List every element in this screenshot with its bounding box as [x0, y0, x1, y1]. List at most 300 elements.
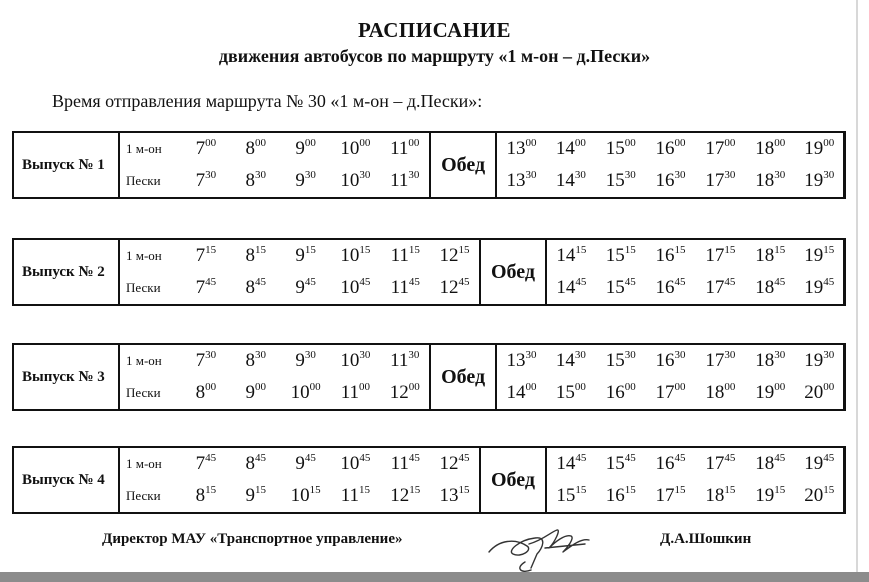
departure-time [181, 447, 231, 480]
time-hour: 18 [705, 382, 725, 403]
departure-time [496, 377, 546, 410]
departure-time [646, 447, 696, 480]
time-minutes: 45 [624, 452, 636, 464]
time-hour: 17 [705, 245, 725, 266]
time-hour: 15 [605, 170, 625, 191]
document-subtitle: движения автобусов по маршруту «1 м-он – д.Пески» [218, 46, 651, 66]
departure-time [745, 344, 795, 377]
time-hour: 8 [245, 138, 255, 159]
departure-time [231, 377, 281, 410]
time-minutes: 45 [304, 276, 316, 288]
time-minutes: 30 [674, 169, 686, 181]
schedule-table [12, 238, 846, 306]
time-minutes: 00 [674, 381, 686, 393]
departure-time [795, 344, 845, 377]
time-hour: 16 [655, 350, 675, 371]
time-hour: 15 [605, 350, 625, 371]
departure-time [380, 344, 430, 377]
departure-time [695, 272, 745, 305]
time-minutes: 45 [254, 276, 266, 288]
time-minutes: 45 [823, 452, 835, 464]
time-minutes: 15 [408, 244, 420, 256]
time-hour: 15 [605, 453, 625, 474]
time-minutes: 45 [304, 452, 316, 464]
signature [485, 518, 615, 576]
departure-time [281, 132, 331, 165]
time-minutes: 15 [254, 244, 266, 256]
departure-time [380, 272, 430, 305]
time-hour: 15 [555, 382, 575, 403]
direction-label: Пески [126, 488, 161, 503]
time-minutes: 00 [674, 137, 686, 149]
time-hour: 16 [605, 485, 625, 506]
departure-time [231, 165, 281, 198]
schedule-row [13, 132, 845, 165]
departure-time [546, 165, 596, 198]
departure-time [695, 447, 745, 480]
schedule-row [13, 377, 845, 410]
departure-time [745, 132, 795, 165]
departure-time [281, 344, 331, 377]
departure-time [546, 377, 596, 410]
time-hour: 19 [804, 277, 824, 298]
time-hour: 13 [506, 138, 526, 159]
time-minutes: 15 [724, 484, 736, 496]
shift-label: Выпуск № 2 [13, 239, 119, 305]
departure-time [596, 480, 646, 513]
time-hour: 11 [390, 245, 409, 266]
time-minutes: 45 [254, 452, 266, 464]
lunch-break: Обед [480, 239, 546, 305]
time-minutes: 00 [359, 137, 371, 149]
departure-time [281, 272, 331, 305]
departure-time [795, 272, 845, 305]
time-minutes: 00 [774, 137, 786, 149]
time-hour: 15 [605, 245, 625, 266]
time-minutes: 00 [309, 381, 321, 393]
time-minutes: 00 [359, 381, 371, 393]
time-hour: 7 [195, 138, 206, 159]
departure-time [496, 165, 546, 198]
departure-time [231, 239, 281, 272]
time-hour: 11 [390, 170, 409, 191]
time-hour: 10 [340, 453, 360, 474]
time-minutes: 30 [724, 169, 736, 181]
time-minutes: 45 [408, 452, 420, 464]
time-hour: 16 [655, 453, 675, 474]
time-minutes: 00 [823, 137, 835, 149]
time-minutes: 15 [359, 244, 371, 256]
time-hour: 8 [195, 485, 206, 506]
lunch-break: Обед [430, 132, 496, 198]
time-minutes: 30 [254, 169, 266, 181]
departure-time [380, 447, 430, 480]
departure-time [496, 132, 546, 165]
time-hour: 18 [755, 170, 775, 191]
time-minutes: 00 [624, 381, 636, 393]
time-hour: 18 [705, 485, 725, 506]
time-hour: 14 [556, 277, 576, 298]
departure-time [281, 447, 331, 480]
departure-time [281, 377, 331, 410]
direction-label: Пески [126, 280, 161, 295]
departure-time [745, 165, 795, 198]
departure-time [795, 165, 845, 198]
time-minutes: 00 [205, 381, 217, 393]
departure-time [596, 165, 646, 198]
time-minutes: 00 [304, 137, 316, 149]
time-minutes: 00 [408, 137, 420, 149]
time-hour: 13 [506, 350, 526, 371]
departure-time [181, 272, 231, 305]
time-hour: 20 [804, 485, 824, 506]
time-hour: 9 [295, 277, 305, 298]
time-minutes: 45 [624, 276, 636, 288]
schedule-row [13, 480, 845, 513]
departure-time [546, 447, 596, 480]
direction-label: 1 м-он [126, 456, 162, 471]
time-minutes: 00 [624, 137, 636, 149]
time-hour: 14 [555, 138, 575, 159]
departure-time [795, 377, 845, 410]
time-hour: 14 [555, 350, 575, 371]
time-minutes: 30 [624, 169, 636, 181]
departure-time [330, 377, 380, 410]
time-minutes: 45 [205, 452, 217, 464]
time-minutes: 30 [774, 169, 786, 181]
time-minutes: 45 [575, 452, 587, 464]
time-minutes: 15 [359, 484, 371, 496]
time-hour: 13 [506, 170, 526, 191]
time-hour: 18 [755, 453, 775, 474]
departure-time [330, 132, 380, 165]
time-hour: 19 [804, 170, 824, 191]
time-hour: 9 [295, 245, 305, 266]
time-minutes: 00 [574, 381, 586, 393]
departure-time [496, 344, 546, 377]
time-minutes: 30 [674, 349, 686, 361]
departure-time [646, 272, 696, 305]
time-hour: 14 [555, 170, 575, 191]
departure-time [695, 480, 745, 513]
departure-time [745, 272, 795, 305]
direction-label: 1 м-он [126, 248, 162, 263]
departure-time [231, 344, 281, 377]
time-minutes: 45 [575, 276, 587, 288]
time-hour: 14 [556, 245, 576, 266]
time-minutes: 00 [724, 137, 736, 149]
time-minutes: 15 [724, 244, 736, 256]
time-minutes: 30 [574, 349, 586, 361]
time-minutes: 00 [525, 381, 537, 393]
departure-time [281, 165, 331, 198]
time-hour: 7 [195, 245, 206, 266]
departure-time [231, 272, 281, 305]
departure-time [281, 239, 331, 272]
departure-time [430, 447, 480, 480]
time-minutes: 30 [304, 349, 316, 361]
time-hour: 14 [556, 453, 576, 474]
time-hour: 18 [755, 245, 775, 266]
time-minutes: 30 [823, 349, 835, 361]
time-minutes: 45 [205, 276, 217, 288]
time-hour: 8 [245, 453, 255, 474]
schedule-row [13, 272, 845, 305]
departure-time [231, 447, 281, 480]
departure-time [596, 132, 646, 165]
time-minutes: 45 [458, 276, 470, 288]
departure-time [745, 480, 795, 513]
schedule-table [12, 131, 846, 199]
time-minutes: 15 [823, 484, 835, 496]
time-hour: 18 [755, 277, 775, 298]
schedule-block-3 [12, 343, 844, 411]
time-hour: 8 [195, 382, 206, 403]
time-minutes: 15 [205, 244, 217, 256]
time-hour: 17 [705, 138, 725, 159]
departure-time [695, 239, 745, 272]
time-minutes: 15 [774, 484, 786, 496]
time-hour: 11 [390, 277, 409, 298]
time-minutes: 30 [408, 349, 420, 361]
departure-time [646, 239, 696, 272]
time-hour: 9 [295, 138, 305, 159]
time-minutes: 45 [674, 276, 686, 288]
time-minutes: 45 [724, 452, 736, 464]
time-hour: 16 [655, 170, 675, 191]
departure-time [380, 480, 430, 513]
lunch-break: Обед [430, 344, 496, 410]
time-hour: 14 [506, 382, 526, 403]
schedule-table [12, 343, 846, 411]
departure-time [795, 239, 845, 272]
time-hour: 9 [295, 350, 305, 371]
time-hour: 8 [245, 277, 255, 298]
time-minutes: 45 [458, 452, 470, 464]
scan-bottom-bar [0, 572, 869, 582]
time-hour: 19 [755, 485, 775, 506]
time-hour: 15 [605, 138, 625, 159]
direction-label: Пески [126, 173, 161, 188]
departure-time [646, 480, 696, 513]
departure-time [596, 272, 646, 305]
departure-time [430, 272, 480, 305]
departure-time [181, 377, 231, 410]
departure-time [380, 165, 430, 198]
time-minutes: 30 [574, 169, 586, 181]
time-minutes: 30 [408, 169, 420, 181]
time-minutes: 30 [774, 349, 786, 361]
departure-time [330, 272, 380, 305]
time-hour: 11 [390, 350, 409, 371]
departure-time [430, 480, 480, 513]
time-minutes: 15 [304, 244, 316, 256]
time-hour: 15 [556, 485, 576, 506]
departure-time [546, 272, 596, 305]
time-minutes: 30 [205, 169, 217, 181]
schedule-row [13, 447, 845, 480]
time-hour: 10 [340, 350, 360, 371]
time-hour: 19 [804, 138, 824, 159]
schedule-row [13, 165, 845, 198]
lunch-break: Обед [480, 447, 546, 513]
time-hour: 7 [195, 277, 206, 298]
time-hour: 11 [390, 453, 409, 474]
time-hour: 11 [340, 382, 360, 403]
departure-time [330, 480, 380, 513]
departure-time [330, 239, 380, 272]
time-minutes: 30 [724, 349, 736, 361]
time-hour: 11 [340, 485, 360, 506]
director-position: Директор МАУ «Транспортное управление» [102, 531, 403, 547]
departure-time [546, 239, 596, 272]
time-hour: 13 [439, 485, 459, 506]
schedule-block-4 [12, 446, 844, 514]
direction-label: Пески [126, 385, 161, 400]
departure-time [181, 480, 231, 513]
time-minutes: 00 [774, 381, 786, 393]
departure-time [380, 132, 430, 165]
schedule-block-2 [12, 238, 844, 306]
time-minutes: 15 [409, 484, 421, 496]
time-hour: 12 [439, 245, 459, 266]
director-name: Д.А.Шошкин [660, 531, 752, 547]
time-hour: 10 [340, 245, 360, 266]
schedule-table [12, 446, 846, 514]
time-hour: 18 [755, 138, 775, 159]
time-minutes: 00 [254, 137, 266, 149]
time-hour: 9 [295, 170, 305, 191]
departure-time [231, 132, 281, 165]
schedule-block-1 [12, 131, 844, 199]
time-minutes: 15 [254, 484, 266, 496]
time-minutes: 15 [575, 484, 587, 496]
time-hour: 8 [245, 350, 255, 371]
departure-time [181, 344, 231, 377]
direction-label: 1 м-он [126, 141, 162, 156]
time-hour: 17 [705, 170, 725, 191]
departure-time [380, 377, 430, 410]
departure-time [695, 132, 745, 165]
departure-time [546, 480, 596, 513]
time-hour: 16 [655, 245, 675, 266]
time-hour: 7 [195, 350, 206, 371]
shift-label: Выпуск № 3 [13, 344, 119, 410]
departure-time [596, 377, 646, 410]
departure-time [795, 480, 845, 513]
time-minutes: 45 [359, 452, 371, 464]
time-hour: 12 [390, 485, 410, 506]
time-minutes: 30 [823, 169, 835, 181]
time-hour: 7 [195, 170, 206, 191]
time-minutes: 00 [574, 137, 586, 149]
departure-time [181, 239, 231, 272]
departure-time [330, 165, 380, 198]
time-minutes: 30 [359, 169, 371, 181]
departure-time [231, 480, 281, 513]
schedule-row [13, 239, 845, 272]
time-hour: 12 [439, 453, 459, 474]
departure-time [596, 447, 646, 480]
time-hour: 20 [804, 382, 824, 403]
departure-time [181, 132, 231, 165]
time-hour: 10 [340, 170, 360, 191]
time-hour: 8 [245, 170, 255, 191]
departure-time [745, 377, 795, 410]
time-hour: 12 [389, 382, 409, 403]
time-minutes: 45 [774, 452, 786, 464]
time-minutes: 15 [624, 244, 636, 256]
departure-time [695, 377, 745, 410]
time-minutes: 30 [624, 349, 636, 361]
time-minutes: 15 [458, 244, 470, 256]
time-minutes: 00 [724, 381, 736, 393]
departure-time [546, 132, 596, 165]
schedule-row [13, 344, 845, 377]
time-minutes: 15 [458, 484, 470, 496]
shift-label: Выпуск № 4 [13, 447, 119, 513]
departure-time [596, 344, 646, 377]
time-minutes: 45 [823, 276, 835, 288]
time-hour: 10 [340, 138, 360, 159]
time-minutes: 45 [359, 276, 371, 288]
time-hour: 17 [705, 277, 725, 298]
time-minutes: 15 [575, 244, 587, 256]
time-minutes: 30 [205, 349, 217, 361]
time-minutes: 00 [525, 137, 537, 149]
time-minutes: 30 [359, 349, 371, 361]
time-hour: 7 [195, 453, 206, 474]
departure-time [695, 344, 745, 377]
time-minutes: 00 [408, 381, 420, 393]
time-minutes: 15 [823, 244, 835, 256]
time-minutes: 30 [525, 169, 537, 181]
time-hour: 8 [245, 245, 255, 266]
departure-time [380, 239, 430, 272]
departure-time [330, 344, 380, 377]
time-hour: 17 [655, 382, 675, 403]
time-hour: 16 [655, 138, 675, 159]
departure-time [646, 344, 696, 377]
time-minutes: 00 [205, 137, 217, 149]
departure-time [795, 447, 845, 480]
time-minutes: 00 [254, 381, 266, 393]
time-minutes: 15 [674, 244, 686, 256]
departure-time [281, 480, 331, 513]
departure-time [181, 165, 231, 198]
departure-time [330, 447, 380, 480]
time-hour: 17 [655, 485, 675, 506]
time-minutes: 45 [674, 452, 686, 464]
time-hour: 19 [755, 382, 775, 403]
time-minutes: 15 [674, 484, 686, 496]
time-minutes: 15 [774, 244, 786, 256]
time-hour: 9 [245, 485, 255, 506]
time-hour: 9 [295, 453, 305, 474]
time-hour: 10 [340, 277, 360, 298]
time-hour: 10 [290, 382, 310, 403]
time-minutes: 30 [304, 169, 316, 181]
time-hour: 9 [245, 382, 255, 403]
departure-time [546, 344, 596, 377]
time-hour: 15 [605, 277, 625, 298]
departure-time [745, 447, 795, 480]
departure-time [430, 239, 480, 272]
time-minutes: 45 [774, 276, 786, 288]
time-hour: 12 [439, 277, 459, 298]
time-minutes: 15 [205, 484, 217, 496]
time-hour: 11 [390, 138, 409, 159]
